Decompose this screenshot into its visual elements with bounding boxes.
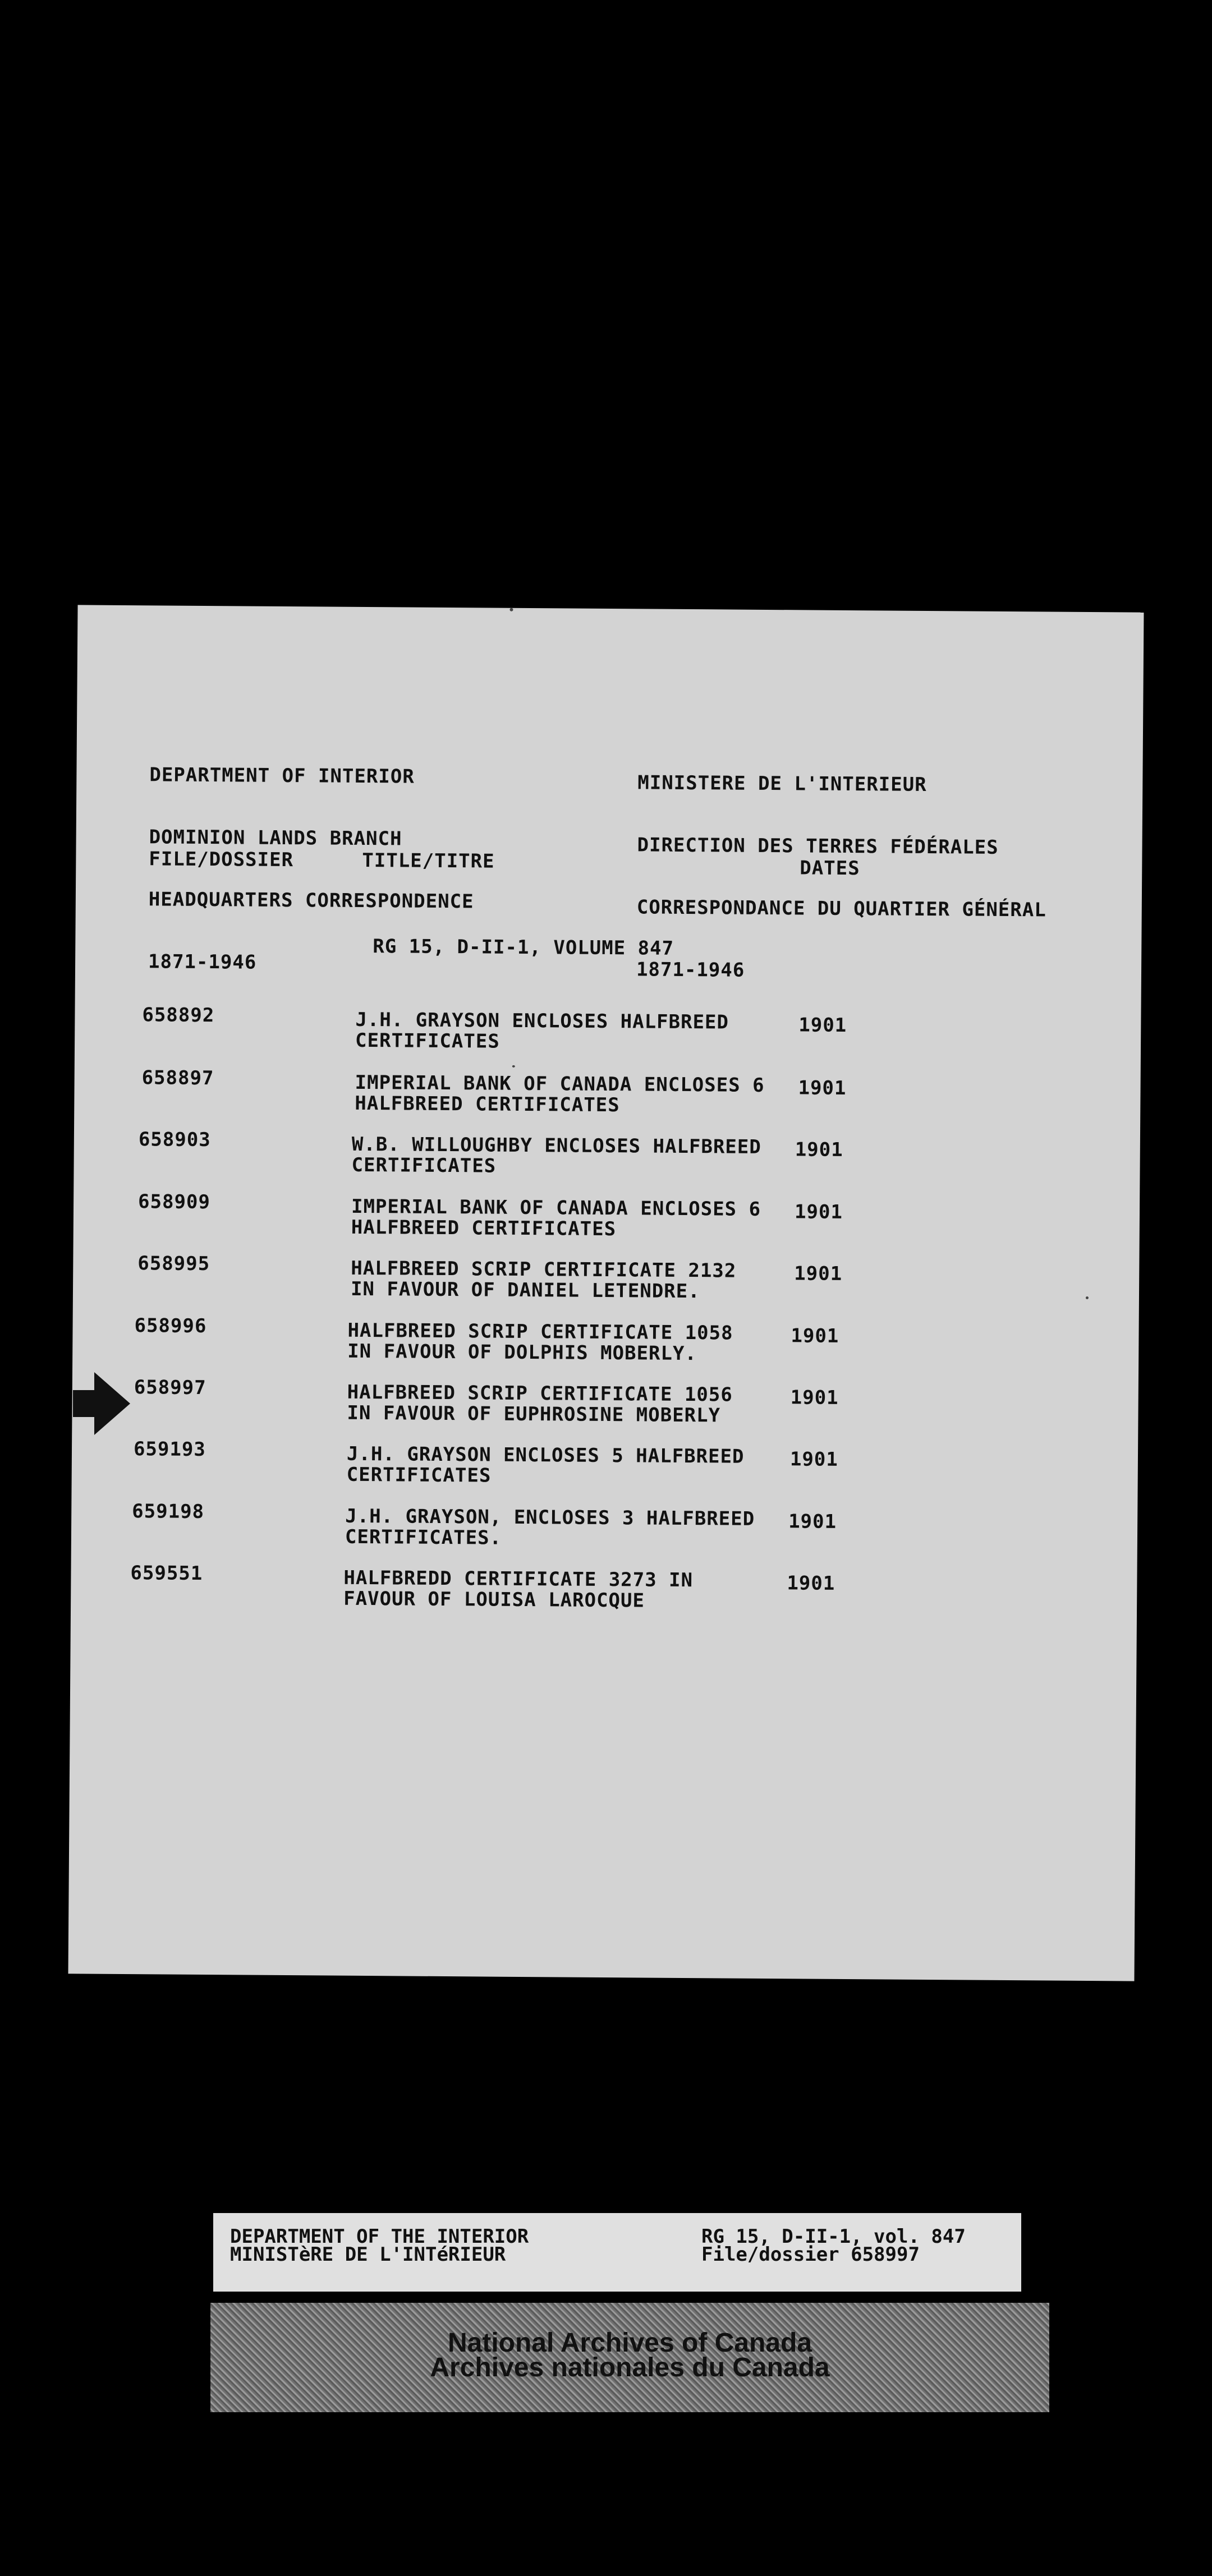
file-number: 658892 (142, 1004, 215, 1027)
file-date: 1901 (798, 1014, 847, 1037)
header-line: CORRESPONDANCE DU QUARTIER GÉNÉRAL (636, 896, 1046, 922)
file-date: 1901 (787, 1572, 835, 1595)
file-title: IMPERIAL BANK OF CANADA ENCLOSES 6 HALFBREED CERTIFICATES (355, 1071, 765, 1117)
file-title: J.H. GRAYSON ENCLOSES 5 HALFBREED CERTIFICATES (346, 1442, 745, 1487)
header-line: HEADQUARTERS CORRESPONDENCE (148, 888, 474, 913)
file-number: 658897 (141, 1066, 214, 1090)
file-number: 658996 (134, 1314, 207, 1338)
label-reference: RG 15, D-II-1, vol. 847 File/dossier 658997 (701, 2225, 966, 2266)
table-row (66, 1437, 1132, 1501)
file-date: 1901 (791, 1324, 839, 1347)
file-title: HALFBREED SCRIP CERTIFICATE 2132 IN FAVOUR OF DANIEL LETENDRE. (350, 1257, 737, 1303)
file-date: 1901 (788, 1510, 837, 1533)
file-number: 659193 (133, 1438, 206, 1461)
header-line: DEPARTMENT OF INTERIOR (149, 763, 415, 788)
archives-stamp (210, 2303, 1049, 2412)
file-title: HALFBREED SCRIP CERTIFICATE 1056 IN FAVOUR OF EUPHROSINE MOBERLY (347, 1381, 733, 1427)
header-line: MINISTERE DE L'INTERIEUR (637, 771, 927, 796)
table-row (75, 1003, 1141, 1066)
speck (512, 1065, 515, 1068)
table-row (67, 1314, 1133, 1377)
file-date: 1901 (798, 1077, 847, 1100)
file-date: 1901 (790, 1386, 839, 1409)
file-number: 658903 (138, 1128, 211, 1152)
speck (509, 608, 513, 611)
file-number: 659198 (132, 1500, 205, 1524)
file-title: J.H. GRAYSON, ENCLOSES 3 HALFBREED CERTIFICATES. (345, 1505, 755, 1549)
file-number: 658997 (134, 1376, 206, 1400)
table-row (71, 1128, 1137, 1191)
label-department: DEPARTMENT OF THE INTERIOR MINISTèRE DE L'INTéRIEUR (230, 2225, 529, 2266)
column-header-file: FILE/DOSSIER (149, 848, 294, 872)
header-line: DIRECTION DES TERRES FÉDÉRALES (637, 834, 999, 859)
table-row (70, 1252, 1137, 1315)
header-line: 1871-1946 (148, 950, 257, 974)
table-row (66, 1376, 1133, 1439)
file-date: 1901 (789, 1448, 838, 1471)
file-title: HALFBREED SCRIP CERTIFICATE 1058 IN FAVOUR OF DOLPHIS MOBERLY. (347, 1319, 733, 1365)
volume-heading: RG 15, D-II-1, VOLUME 847 (373, 935, 674, 960)
file-title: IMPERIAL BANK OF CANADA ENCLOSES 6 HALFBREED CERTIFICATES (351, 1195, 761, 1241)
file-number: 658909 (137, 1190, 211, 1214)
file-title: HALFBREDD CERTIFICATE 3273 IN FAVOUR OF LOUISA LAROCQUE (343, 1566, 694, 1612)
file-number: 658995 (137, 1252, 210, 1276)
table-row (63, 1561, 1130, 1625)
table-row (65, 1499, 1131, 1563)
file-date: 1901 (795, 1138, 843, 1161)
file-number: 659551 (130, 1562, 203, 1585)
pointer-arrow-stem (73, 1390, 95, 1417)
pointer-arrow-icon (94, 1372, 130, 1435)
file-date: 1901 (794, 1262, 843, 1285)
document-page (68, 605, 1144, 1981)
file-date: 1901 (794, 1200, 843, 1223)
column-header-dates: DATES (800, 857, 860, 880)
file-title: J.H. GRAYSON ENCLOSES HALFBREED CERTIFICATES (355, 1008, 729, 1053)
header-line: 1871-1946 (636, 958, 745, 982)
header-line: DOMINION LANDS BRANCH (149, 826, 402, 850)
speck (1086, 1296, 1089, 1299)
archives-name: National Archives of Canada Archives nationales du Canada (430, 2328, 830, 2382)
reference-label (213, 2213, 1021, 2292)
column-header-title: TITLE/TITRE (362, 849, 495, 873)
table-row (74, 1066, 1141, 1129)
file-title: W.B. WILLOUGHBY ENCLOSES HALFBREED CERTIFICATES (351, 1133, 761, 1177)
table-row (71, 1190, 1137, 1253)
